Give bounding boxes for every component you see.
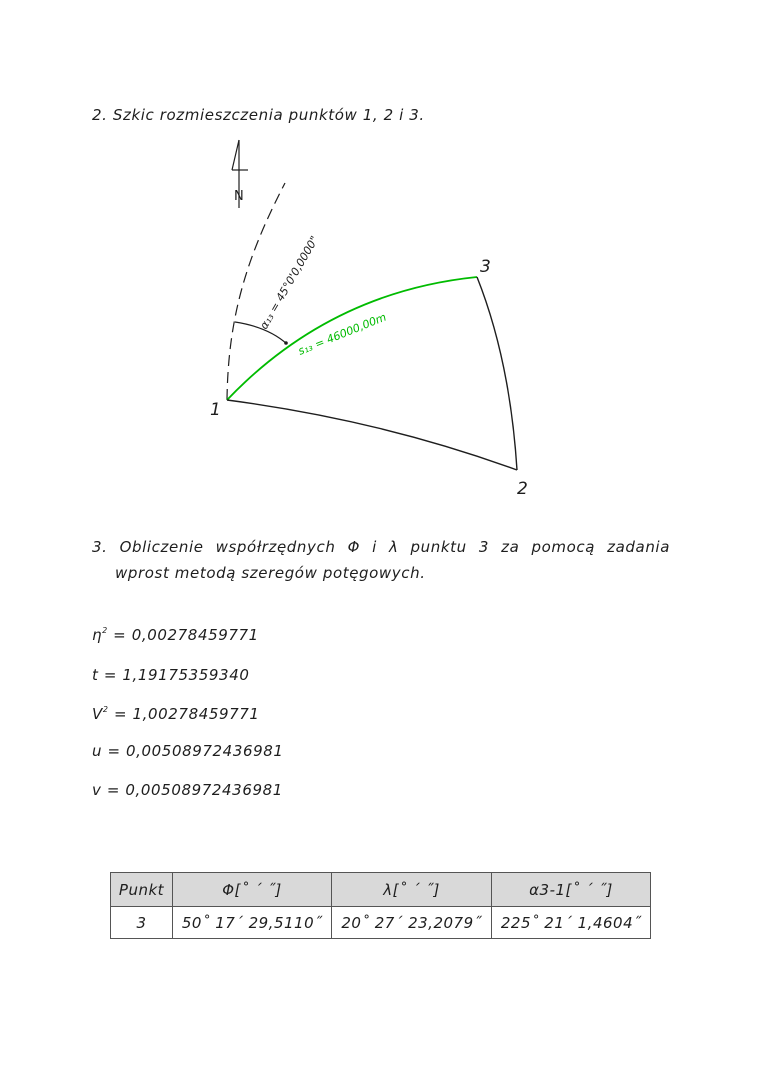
azimuth-label: α₁₃ = 45°0'0,0000"	[257, 233, 322, 332]
v-squared-rhs: = 1,00278459771	[108, 705, 260, 723]
results-table	[110, 872, 651, 939]
v-exponent: 2	[102, 705, 109, 714]
north-label: N	[234, 189, 244, 204]
cell-punkt: 3	[111, 907, 173, 939]
table-header-row	[111, 873, 651, 907]
section-3-heading-line-1: 3. Obliczenie współrzędnych Φ i λ punktu 3 za pomocą zadania	[92, 538, 670, 556]
header-lambda: λ[˚ ΄ ˝]	[332, 873, 492, 907]
cell-alpha: 225˚ 21΄ 1,4604˝	[492, 907, 651, 939]
cell-phi: 50˚ 17΄ 29,5110˝	[173, 907, 332, 939]
header-phi: Φ[˚ ΄ ˝]	[173, 873, 332, 907]
point-3-label: 3	[480, 257, 491, 277]
u-value: u = 0,00508972436981	[92, 742, 284, 760]
geodesic-line-1-3	[227, 277, 477, 400]
cell-lambda: 20˚ 27΄ 23,2079˝	[332, 907, 492, 939]
v-value: v = 0,00508972436981	[92, 781, 283, 799]
header-punkt: Punkt	[111, 873, 173, 907]
t-value: t = 1,19175359340	[92, 666, 250, 684]
v-symbol: V	[92, 705, 103, 723]
point-1-label: 1	[210, 400, 221, 420]
azimuth-arc-end	[284, 341, 288, 345]
v-squared-value	[92, 705, 260, 723]
line-1-2	[227, 400, 517, 470]
eta-symbol: η	[92, 626, 103, 644]
line-3-2	[477, 277, 517, 470]
eta-exponent: 2	[102, 626, 108, 635]
header-alpha: α3-1[˚ ΄ ˝]	[492, 873, 651, 907]
distance-label: s₁₃ = 46000,00m	[296, 310, 389, 358]
point-2-label: 2	[517, 479, 528, 499]
table-row	[111, 907, 651, 939]
section-3-heading-line-2: wprost metodą szeregów potęgowych.	[115, 564, 426, 582]
eta-squared-rhs: = 0,00278459771	[107, 626, 259, 644]
eta-squared-value	[92, 626, 259, 644]
section-2-heading: 2. Szkic rozmieszczenia punktów 1, 2 i 3.	[92, 106, 425, 124]
